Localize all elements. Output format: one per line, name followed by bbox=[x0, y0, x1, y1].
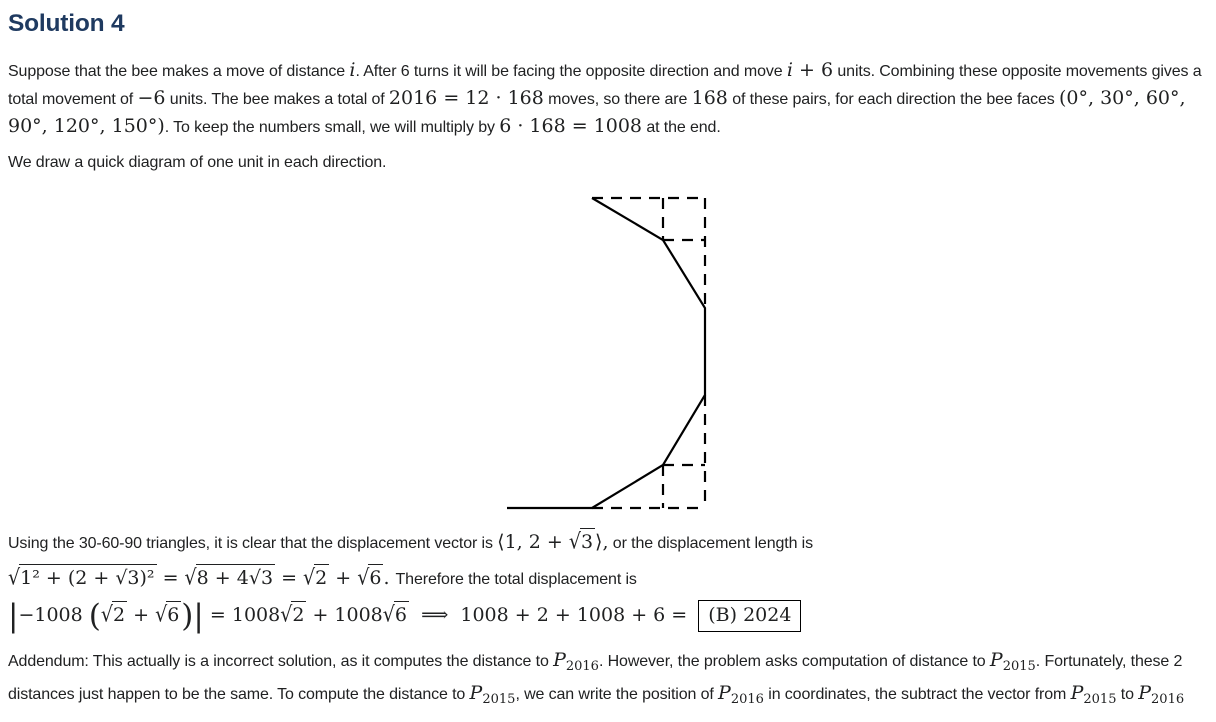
delimiter: ) bbox=[181, 598, 194, 634]
point-label bbox=[1070, 681, 1117, 707]
radical-sign: √ bbox=[568, 529, 581, 555]
math-run: + 6 bbox=[792, 59, 834, 81]
math-run: ⟩, bbox=[595, 531, 609, 553]
var-subscript: 2015 bbox=[482, 691, 516, 707]
radical-sign: √ bbox=[280, 602, 293, 628]
math-var: i bbox=[786, 59, 793, 81]
text-run: We draw a quick diagram of one unit in each direction. bbox=[8, 154, 387, 171]
sqrt-body: 6 bbox=[368, 564, 383, 591]
boxed-answer: (B) 2024 bbox=[698, 600, 801, 632]
math-run: −6 bbox=[137, 87, 166, 109]
sqrt-expression bbox=[303, 567, 329, 589]
text-run: units. The bee makes a total of bbox=[165, 91, 389, 108]
final-answer-line bbox=[8, 600, 1208, 632]
radical-sign: √ bbox=[155, 602, 168, 628]
radical-sign: √ bbox=[184, 565, 197, 591]
sqrt-expression bbox=[8, 567, 157, 589]
sqrt-expression bbox=[101, 604, 127, 626]
sqrt-body: 6 bbox=[394, 601, 409, 628]
radical-sign: √ bbox=[303, 565, 316, 591]
var-subscript: 2016 bbox=[1151, 691, 1185, 707]
point-label bbox=[718, 681, 764, 707]
math-run: + 1008 bbox=[306, 604, 383, 626]
unit-moves-diagram bbox=[498, 185, 714, 515]
page-title: Solution 4 bbox=[8, 10, 125, 37]
text-run: Using the 30-60-90 triangles, it is clear that the displacement vector is bbox=[8, 535, 498, 552]
sqrt-expression bbox=[185, 567, 275, 589]
var-subscript: 2016 bbox=[730, 691, 764, 707]
sqrt-body: 2 bbox=[314, 564, 329, 591]
math-run: = 1008 bbox=[203, 604, 281, 626]
math-run: ⟹ 1008 + 2 + 1008 + 6 = bbox=[408, 604, 694, 626]
sqrt-expression bbox=[569, 531, 595, 553]
delimiter: | bbox=[8, 598, 19, 634]
math-run: (0°, 30°, 60°, 90°, 120°, 150°) bbox=[8, 87, 1192, 137]
text-run: . However, the problem asks computation of distance to bbox=[598, 652, 990, 670]
text-run: , we can write the position of bbox=[515, 685, 719, 703]
displacement-length-line bbox=[8, 564, 1208, 593]
sqrt-body: 1² + (2 + √3)² bbox=[19, 564, 156, 591]
var-name: P bbox=[553, 648, 566, 671]
text-run: . To keep the numbers small, we will multiply by bbox=[164, 119, 500, 136]
math-run: 2016 = 12 · 168 bbox=[388, 87, 544, 109]
math-run: = bbox=[156, 567, 185, 589]
math-run: −1008 bbox=[18, 604, 89, 626]
text-run: units. Combining these opposite movements gives a total movement of bbox=[8, 63, 1202, 108]
radical-sign: √ bbox=[382, 602, 395, 628]
radical-sign: √ bbox=[100, 602, 113, 628]
text-run: Addendum: This actually is a incorrect solution, as it computes the distance to bbox=[8, 652, 554, 670]
text-run: in coordinates, the subtract the vector from bbox=[763, 685, 1071, 703]
displacement-vector-line bbox=[8, 528, 1208, 557]
delimiter: | bbox=[193, 598, 204, 634]
sqrt-expression bbox=[280, 604, 306, 626]
text-run: of these pairs, for each direction the bee faces bbox=[727, 91, 1059, 108]
var-subscript: 2015 bbox=[1002, 658, 1036, 674]
text-run: at the end. bbox=[642, 119, 721, 136]
sqrt-body: 3 bbox=[580, 528, 595, 555]
sqrt-expression bbox=[383, 604, 409, 626]
sqrt-body: 2 bbox=[112, 601, 127, 628]
var-subscript: 2016 bbox=[565, 658, 599, 674]
math-run: 168 bbox=[691, 87, 728, 109]
text-run: . After 6 turns it will be facing the opposite direction and move bbox=[355, 63, 787, 80]
text-run: Suppose that the bee makes a move of distance bbox=[8, 63, 350, 80]
text-run: Therefore the total displacement is bbox=[395, 571, 637, 588]
var-name: P bbox=[469, 681, 483, 704]
math-var: i bbox=[349, 59, 356, 81]
math-run: 6 · 168 = 1008 bbox=[499, 115, 643, 137]
text-run: or the displacement length is bbox=[608, 535, 814, 552]
math-run: . bbox=[383, 567, 396, 589]
paragraph-intro bbox=[8, 57, 1208, 141]
math-run: + bbox=[127, 604, 156, 626]
delimiter: ( bbox=[88, 598, 101, 634]
var-name: P bbox=[1070, 681, 1084, 704]
math-run: + bbox=[329, 567, 358, 589]
var-name: P bbox=[1138, 681, 1152, 704]
sqrt-body: 6 bbox=[166, 601, 181, 628]
point-label bbox=[989, 648, 1036, 674]
text-run: to bbox=[1116, 685, 1139, 703]
sqrt-body: 8 + 4√3 bbox=[196, 564, 275, 591]
var-name: P bbox=[718, 681, 731, 704]
point-label bbox=[553, 648, 599, 674]
paragraph-addendum bbox=[8, 647, 1208, 713]
text-run: . Fortunately, these 2 distances just happen to be the same. To compute the distance to bbox=[8, 652, 1183, 703]
text-run: moves, so there are bbox=[543, 91, 692, 108]
radical-sign: √ bbox=[8, 565, 21, 591]
sqrt-expression bbox=[357, 567, 383, 589]
point-label bbox=[1138, 681, 1185, 707]
sqrt-expression bbox=[155, 604, 181, 626]
radical-sign: √ bbox=[357, 565, 370, 591]
var-subscript: 2015 bbox=[1083, 691, 1117, 707]
sqrt-body: 2 bbox=[291, 601, 306, 628]
diagram bbox=[498, 185, 1208, 515]
math-run: ⟨1, 2 + bbox=[497, 531, 569, 553]
math-run: = bbox=[275, 567, 304, 589]
unit-path-solid bbox=[507, 198, 705, 508]
point-label bbox=[469, 681, 516, 707]
var-name: P bbox=[989, 648, 1003, 671]
paragraph-diagram-note bbox=[8, 150, 1208, 176]
